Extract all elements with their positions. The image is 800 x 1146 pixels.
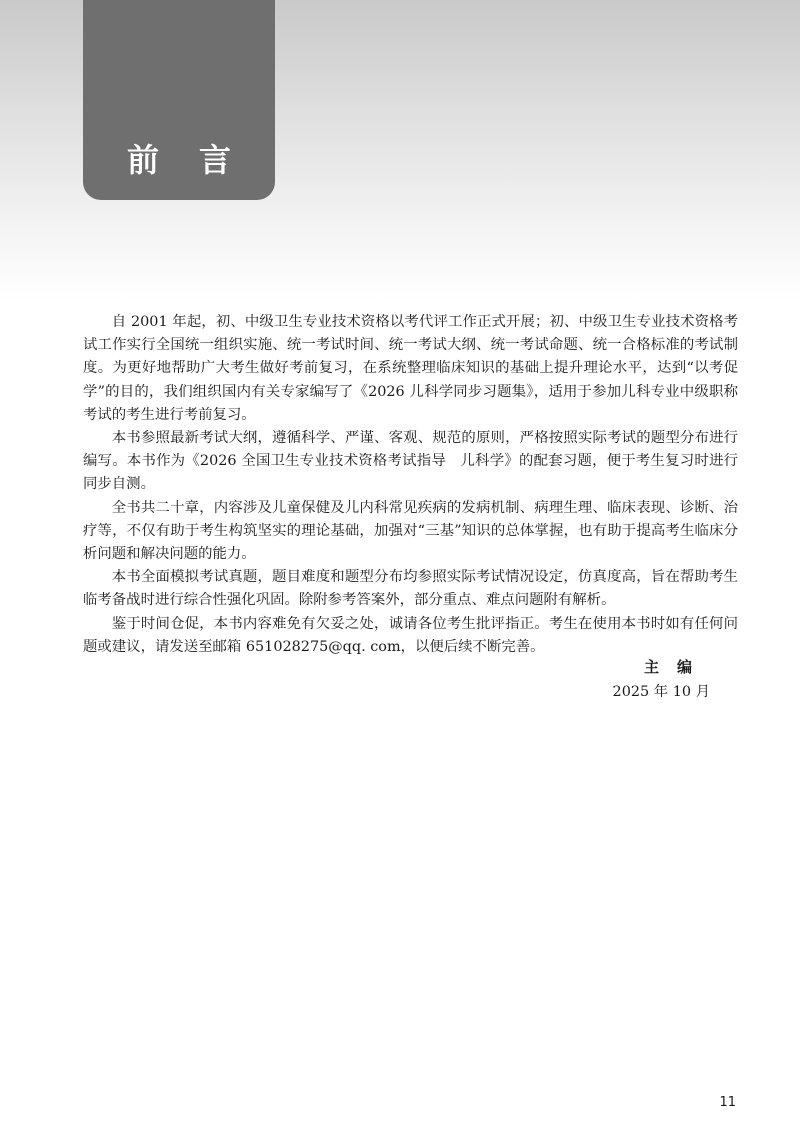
paragraph: 自 2001 年起，初、中级卫生专业技术资格以考代评工作正式开展；初、中级卫生专业技术资格考试工作实行全国统一组织实施、统一考试时间、统一考试大纲、统一考试命题、统一合格标准的考试制度。为更好地帮助广大考生做好考前复习，在系统整理临床知识的基础上提升理论水平，达到“以考促学”的目的，我们组织国内有关专家编写了《2026 儿科学同步习题集》，适用于参加儿科专业中级职称考试的考生进行考前复习。 [83, 314, 738, 423]
paragraph: 本书参照最新考试大纲，遵循科学、严谨、客观、规范的原则，严格按照实际考试的题型分布进行编写。本书作为《2026 全国卫生专业技术资格考试指导 儿科学》的配套习题，便于考生复习时进行同步自测。 [83, 430, 738, 493]
preface-body [83, 311, 738, 659]
page-number: 11 [719, 1095, 736, 1110]
paragraph: 本书全面模拟考试真题，题目难度和题型分布均参照实际考试情况设定，仿真度高，旨在帮助考生临考备战时进行综合性强化巩固。除附参考答案外，部分重点、难点问题附有解析。 [83, 569, 738, 609]
page-title: 前言 [126, 141, 271, 179]
chapter-title-tab [83, 0, 275, 200]
signature-editor-title: 主编 [643, 658, 710, 676]
paragraph: 鉴于时间仓促，本书内容难免有欠妥之处，诚请各位考生批评指正。考生在使用本书时如有任何问题或建议，请发送至邮箱 651028275@qq. com，以便后续不断完善。 [83, 615, 738, 655]
paragraph: 全书共二十章，内容涉及儿童保健及儿内科常见疾病的发病机制、病理生理、临床表现、诊断、治疗等，不仅有助于考生构筑坚实的理论基础，加强对“三基”知识的总体掌握，也有助于提高考生临床分析问题和解决问题的能力。 [83, 499, 738, 563]
signature-date: 2025 年 10 月 [612, 684, 710, 700]
